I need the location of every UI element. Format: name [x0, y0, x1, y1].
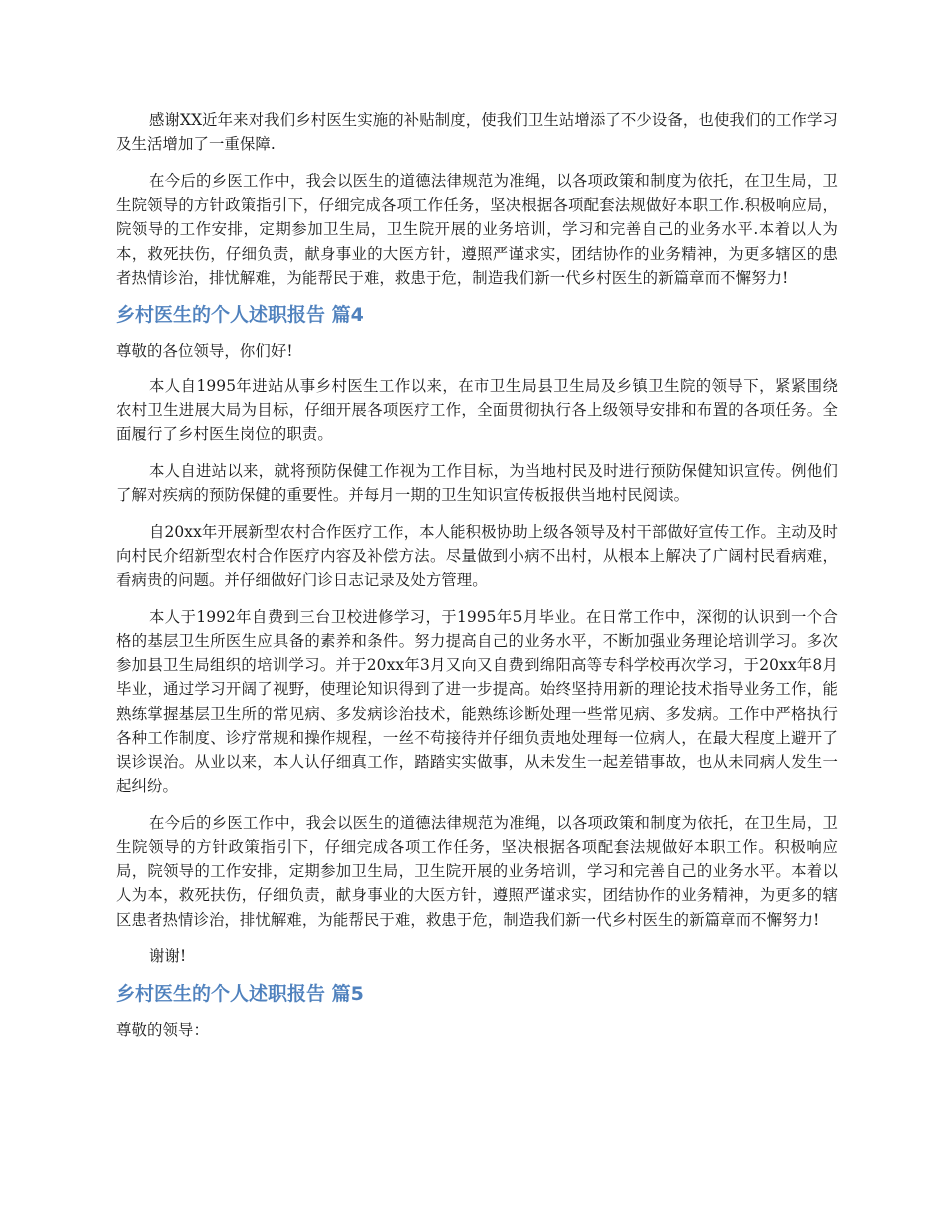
body-paragraph: 本人自进站以来，就将预防保健工作视为工作目标，为当地村民及时进行预防保健知识宣传。例他们了解对疾病的预防保健的重要性。并每月一期的卫生知识宣传板报供当地村民阅读。: [116, 461, 838, 504]
document-page: [116, 108, 838, 1052]
salutation: 尊敬的各位领导，你们好!: [116, 342, 293, 361]
body-paragraph: 在今后的乡医工作中，我会以医生的道德法律规范为准绳，以各项政策和制度为依托，在卫生局，卫生院领导的方针政策指引下，仔细完成各项工作任务，坚决根据各项配套法规做好本职工作。积极响应局，院领导的工作安排，定期参加卫生局，卫生院开展的业务培训，学习和完善自己的业务水平。本着以人为本，救死扶伤，仔细负责，献身事业的大医方针，遵照严谨求实，团结协作的业务精神，为更多的辖区患者热情诊治，排忧解难，为能帮民于难，救患于危，制造我们新一代乡村医生的新篇章而不懈努力!: [116, 813, 838, 929]
closing-thanks: 谢谢!: [149, 947, 187, 966]
body-paragraph: 自20xx年开展新型农村合作医疗工作，本人能积极协助上级各领导及村干部做好宣传工作。主动及时向村民介绍新型农村合作医疗内容及补偿方法。尽量做到小病不出村，从根本上解决了广阔村民看病难，看病贵的问题。并仔细做好门诊日志记录及处方管理。: [116, 522, 838, 590]
section-heading: 乡村医生的个人述职报告 篇5: [116, 983, 364, 1006]
body-paragraph: 在今后的乡医工作中，我会以医生的道德法律规范为准绳，以各项政策和制度为依托，在卫生局，卫生院领导的方针政策指引下，仔细完成各项工作任务，坚决根据各项配套法规做好本职工作.积极响应局，院领导的工作安排，定期参加卫生局，卫生院开展的业务培训，学习和完善自己的业务水平.本着以人为本，救死扶伤，仔细负责，献身事业的大医方针，遵照严谨求实，团结协作的业务精神，为更多辖区的患者热情诊治，排忧解难，为能帮民于难，救患于危，制造我们新一代乡村医生的新篇章而不懈努力!: [116, 171, 838, 287]
body-paragraph: 感谢XX近年来对我们乡村医生实施的补贴制度，使我们卫生站增添了不少设备，也使我们的工作学习及生活增加了一重保障.: [116, 111, 838, 154]
body-paragraph: 本人于1992年自费到三台卫校进修学习，于1995年5月毕业。在日常工作中，深彻的认识到一个合格的基层卫生所医生应具备的素养和条件。努力提高自己的业务水平，不断加强业务理论培训学习。多次参加县卫生局组织的培训学习。并于20xx年3月又向又自费到绵阳高等专科学校再次学习，于20xx年8月毕业，通过学习开阔了视野，使理论知识得到了进一步提高。始终坚持用新的理论技术指导业务工作，能熟练掌握基层卫生所的常见病、多发病诊治技术，能熟练诊断处理一些常见病、多发病。工作中严格执行各种工作制度、诊疗常规和操作规程，一丝不苟接待并仔细负责地处理每一位病人，在最大程度上避开了误诊误治。从业以来，本人认仔细真工作，踏踏实实做事，从未发生一起差错事故，也从未同病人发生一起纠纷。: [116, 607, 838, 796]
salutation: 尊敬的领导：: [116, 1021, 209, 1040]
section-heading: 乡村医生的个人述职报告 篇4: [116, 304, 364, 327]
body-paragraph: 本人自1995年进站从事乡村医生工作以来，在市卫生局县卫生局及乡镇卫生院的领导下，紧紧围绕农村卫生进展大局为目标，仔细开展各项医疗工作，全面贯彻执行各上级领导安排和布置的各项任务。全面履行了乡村医生岗位的职责。: [116, 376, 838, 444]
